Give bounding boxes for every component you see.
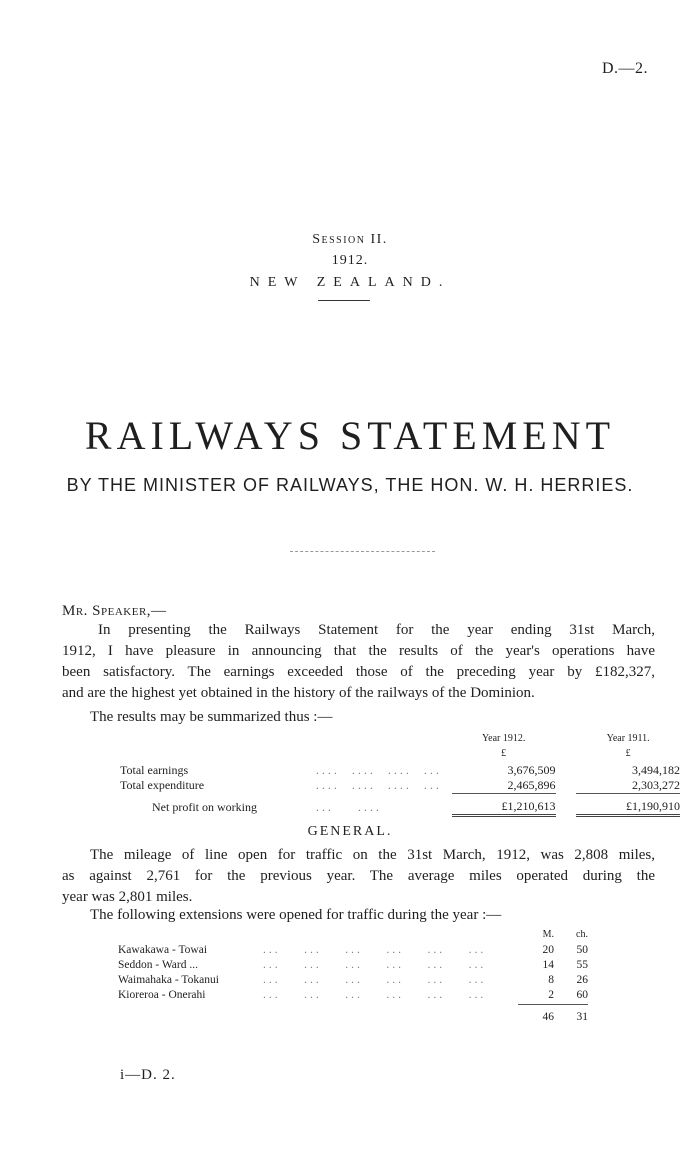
leader-dots: .... .... .... ... (315, 778, 442, 792)
country-label: NEW ZEALAND. (249, 275, 451, 290)
currency-symbol: £ (501, 748, 507, 759)
extensions-intro: The following extensions were opened for traffic during the year :— (90, 907, 502, 923)
paragraph-line: and are the highest yet obtained in the history of the railways of the Dominion. (62, 685, 535, 701)
paragraph-line: The mileage of line open for traffic on the 31st March, 1912, was 2,808 miles, (90, 847, 655, 863)
value-1912: 3,676,509 (507, 763, 556, 777)
title-divider (290, 551, 435, 552)
document-subtitle: BY THE MINISTER OF RAILWAYS, THE HON. W. H. HERRIES. (66, 475, 634, 495)
value-1911: 2,303,272 (632, 778, 680, 792)
leader-dots: .... .... .... ... (315, 763, 442, 777)
total-row (118, 1005, 588, 1027)
table-header-row (120, 733, 680, 748)
extensions-table (118, 929, 588, 1026)
extension-miles: 2 (548, 989, 554, 1001)
extension-chains: 55 (576, 959, 588, 971)
year-label: 1912. (331, 253, 369, 268)
extension-miles: 8 (548, 974, 554, 986)
extension-name: Kawakawa - Towai (118, 944, 208, 956)
unit-chains: ch. (576, 929, 588, 940)
document-title: RAILWAYS STATEMENT (84, 413, 616, 458)
net-profit-row (120, 794, 680, 816)
opening-paragraph (62, 620, 655, 704)
unit-miles: M. (542, 929, 554, 940)
total-chains: 31 (554, 1005, 588, 1027)
total-miles: 46 (518, 1005, 554, 1027)
extension-miles: 20 (542, 944, 554, 956)
net-value-1912: £1,210,613 (452, 794, 556, 816)
extension-miles: 14 (542, 959, 554, 971)
short-divider (318, 300, 370, 301)
table-row (118, 944, 588, 959)
extension-chains: 60 (576, 989, 588, 1001)
paragraph-line: In presenting the Railways Statement for the year ending 31st March, (98, 622, 655, 638)
extension-name: Kioreroa - Onerahi (118, 989, 206, 1001)
paragraph-line: 1912, I have pleasure in announcing that the results of the year's operations have (62, 643, 655, 659)
leader-dots: ... ... ... ... ... ... (263, 959, 487, 971)
document-reference: D.—2. (601, 60, 648, 77)
value-1911: 3,494,182 (632, 763, 680, 777)
leader-dots: ... ... ... ... ... ... (263, 974, 487, 986)
value-1912: 2,465,896 (507, 778, 556, 792)
table-row (118, 959, 588, 974)
paragraph-line: year was 2,801 miles. (62, 889, 193, 905)
column-header-1912: Year 1912. (481, 733, 526, 744)
summary-intro: The results may be summarized thus :— (90, 709, 333, 725)
leader-dots: ... ... ... ... ... ... (263, 989, 487, 1001)
section-heading-general: GENERAL. (307, 824, 393, 839)
row-label: Total expenditure (120, 778, 205, 792)
currency-symbol: £ (625, 748, 631, 759)
net-value-1911: £1,190,910 (576, 794, 680, 816)
session-label: Session II. (312, 232, 388, 247)
salutation: Mr. Speaker,— (62, 603, 167, 619)
table-row (120, 778, 680, 794)
extension-chains: 50 (576, 944, 588, 956)
extension-chains: 26 (576, 974, 588, 986)
table-row (120, 763, 680, 778)
row-label: Total earnings (120, 763, 189, 777)
currency-row (120, 748, 680, 763)
page-footer-reference: i—D. 2. (120, 1067, 176, 1083)
net-label: Net profit on working (152, 799, 257, 814)
table-row (118, 974, 588, 989)
leader-dots: ... ... ... ... ... ... (263, 944, 487, 956)
leader-dots: ... .... (315, 799, 382, 814)
table-row (118, 989, 588, 1005)
mileage-paragraph (62, 845, 655, 908)
extension-name: Seddon - Ward ... (118, 959, 198, 971)
paragraph-line: as against 2,761 for the previous year. The average miles operated during the (62, 868, 655, 884)
table-header-row (118, 929, 588, 944)
paragraph-line: been satisfactory. The earnings exceeded those of the preceding year by £182,327, (62, 664, 655, 680)
extension-name: Waimahaka - Tokanui (118, 974, 219, 986)
financial-summary-table (120, 733, 680, 817)
column-header-1911: Year 1911. (606, 733, 650, 744)
